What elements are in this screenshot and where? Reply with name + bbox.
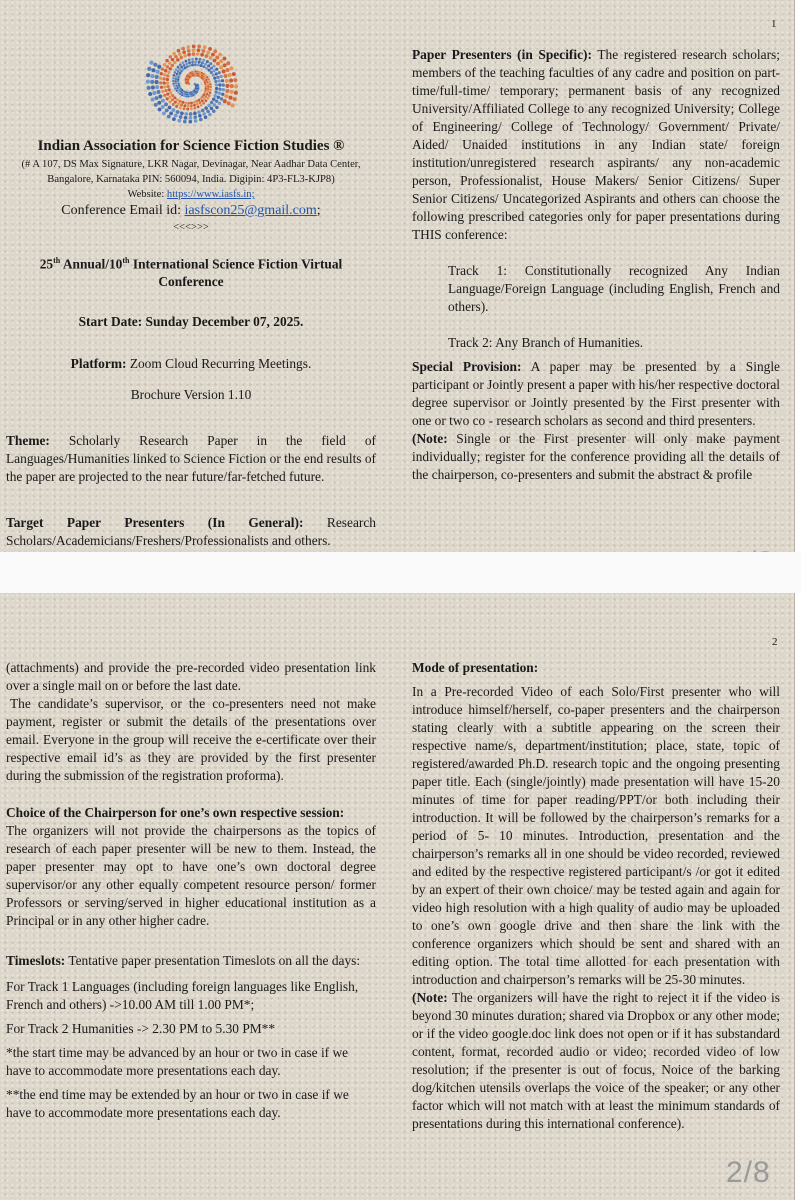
theme-text: Scholarly Research Paper in the field of Languages/Humanities linked to Science Fiction or the end results of the paper are projected to the near future/far-fetched future. <box>6 433 377 485</box>
start-date: Start Date: Sunday December 07, 2025. <box>78 314 304 330</box>
timeslots-text: Tentative paper presentation Timeslots on all the days: <box>68 953 361 968</box>
page-number: 1 <box>771 18 777 30</box>
platform-value: Zoom Cloud Recurring Meetings. <box>129 356 312 372</box>
theme-label: Theme: <box>6 433 50 449</box>
document-page-2 <box>0 593 795 1200</box>
platform-label: Platform: <box>70 356 127 372</box>
chairperson-heading: Choice of the Chairperson for one’s own respective session: <box>6 805 345 820</box>
note-text: The organizers will have the right to reject it if the video is beyond 30 minutes duration; shared via Dropbox or any other mode; or if the video google.doc link does not open or if it has substandard content, format, recorded audio or video; recorded video of low resolution; if the presenter is out of focus, Noice of the barking dog/kitchen utensils overlaps the voice of the speaker; or any other factor which will not match with at least the minimum standards of presentations during this international conference). <box>412 990 780 1131</box>
note-label: (Note: <box>412 990 448 1005</box>
chairperson-text: The organizers will not provide the chairpersons as the topics of research of each paper presenter will be new to them. Instead, the paper presenter may opt to have one’s own doctoral degree supervisor/or any other equally competent resource person/ former Professors or serving/served in higher educational institution as a Principal or in any other higher cadre. <box>6 823 376 928</box>
divider: <<<>>> <box>173 222 209 233</box>
special-text: A paper may be presented by a Single participant or Jointly present a paper with his/her respective doctoral degree supervisor or Jointly presented by the First presenter with one or two co - research scholars as second and third presenters. <box>412 359 780 428</box>
note-label: (Note: <box>412 431 448 446</box>
spiral-logo-icon <box>148 40 236 128</box>
org-address: (# A 107, DS Max Signature, LKR Nagar, Devinagar, Near Aadhar Data Center, Bangalore, Karnataka PIN: 560094, India. Digipin: 4P3-FL3-KJP8) <box>21 159 361 185</box>
target-text: Research Scholars/Academicians/Freshers/Professionalists and others. <box>6 515 376 549</box>
website-label: Website: <box>127 189 165 200</box>
track-1: Track 1: Constitutionally recognized Any Indian Language/Foreign Language (including English, French and others). <box>448 263 780 314</box>
mode-text: In a Pre-recorded Video of each Solo/First presenter who will introduce himself/herself, co-paper presenters and the chairperson stating clearly with a subtitle appearing on the screen their respective name/s, department/institution; place, state, topic of registered/awarded Ph.D. research topic and the ongoing presenting paper title. Each (single/jointly) made presentation will have 15-20 minutes of time for paper reading/PPT/or both including their introduction. It will be followed by the chairperson’s remarks for a period of 5- 10 minutes. Introduction, presentation and the chairperson’s remarks all in one should be video recorded, reviewed and edited by the respective registered participant/s /or got it edited by an expert of their own choice/ may be tested again and again for video high resolution with a high quality of audio may be uploaded to one’s own google drive and then share the link with the conference organizers which should be sent and shared with an editing option. The total time allotted for each presentation with introduction and chairperson’s remarks will be 25-30 minutes. <box>412 684 780 987</box>
website-link[interactable]: https://www.iasfs.in; <box>166 189 255 200</box>
left-column <box>6 137 376 550</box>
footnote-end-time: **the end time may be extended by an hour or two in case if we have to accommodate more presentations each day. <box>6 1087 349 1120</box>
special-label: Special Provision: <box>412 359 522 374</box>
track-1-timeslot: For Track 1 Languages (including foreign languages like English, French and others) ->10.00 AM till 1.00 PM*; <box>6 979 359 1012</box>
note-text: Single or the First presenter will only make payment individually; register for the conference providing all the details of the chairperson, co-presenters and submit the abstract & profile <box>412 431 780 482</box>
page-gap <box>0 552 801 593</box>
track-2-timeslot: For Track 2 Humanities -> 2.30 PM to 5.30 PM** <box>6 1021 276 1036</box>
conference-title: 25th Annual/10th International Science Fiction Virtual Conference <box>39 256 343 290</box>
mode-heading: Mode of presentation: <box>412 660 539 675</box>
org-name: Indian Association for Science Fiction Studies ® <box>37 138 345 154</box>
specific-label: Paper Presenters (in Specific): <box>412 47 592 62</box>
paragraph-attachments: (attachments) and provide the pre-recorded video presentation link over a single mail on or before the last date. <box>6 660 376 693</box>
timeslots-label: Timeslots: <box>6 953 66 968</box>
email-suffix: ; <box>316 203 321 218</box>
page-indicator: 2/8 <box>726 1156 771 1189</box>
target-label: Target Paper Presenters (In General): <box>6 515 304 531</box>
page-number: 2 <box>772 636 778 648</box>
paragraph-supervisor: The candidate’s supervisor, or the co-presenters need not make payment, register or submit the details of the presentations over email. Everyone in the group will receive the e-certificate over their respective email id’s as they are provided by the first presenter during the submission of the registration proforma). <box>6 696 376 783</box>
brochure-version: Brochure Version 1.10 <box>130 387 252 403</box>
right-column <box>412 659 780 1133</box>
footnote-start-time: *the start time may be advanced by an hour or two in case if we have to accommodate more presentations each day. <box>6 1045 349 1078</box>
email-label: Conference Email id: <box>61 203 182 218</box>
specific-text: The registered research scholars; members of the teaching faculties of any cadre and position on part-time/full-time/ temporary; permanent basis of any recognized University/Affiliated College to any recognized University; College of Engineering/ College of Technology/ Government/ Private/ Aided/ Unaided institutions in any Indian state/ foreign institution/unregistered research aspirants/ any non-academic person, Professionalist, House Makers/ Senior Citizens/ Super Senior Citizens/ Uncategorized Aspirants and others can choose the following prescribed categories only for paper presentations during THIS conference: <box>412 47 780 242</box>
right-column <box>412 46 780 484</box>
document-page-1 <box>0 0 795 552</box>
track-2: Track 2: Any Branch of Humanities. <box>448 335 644 350</box>
email-link[interactable]: iasfscon25@gmail.com <box>184 203 317 218</box>
left-column <box>6 659 376 1122</box>
